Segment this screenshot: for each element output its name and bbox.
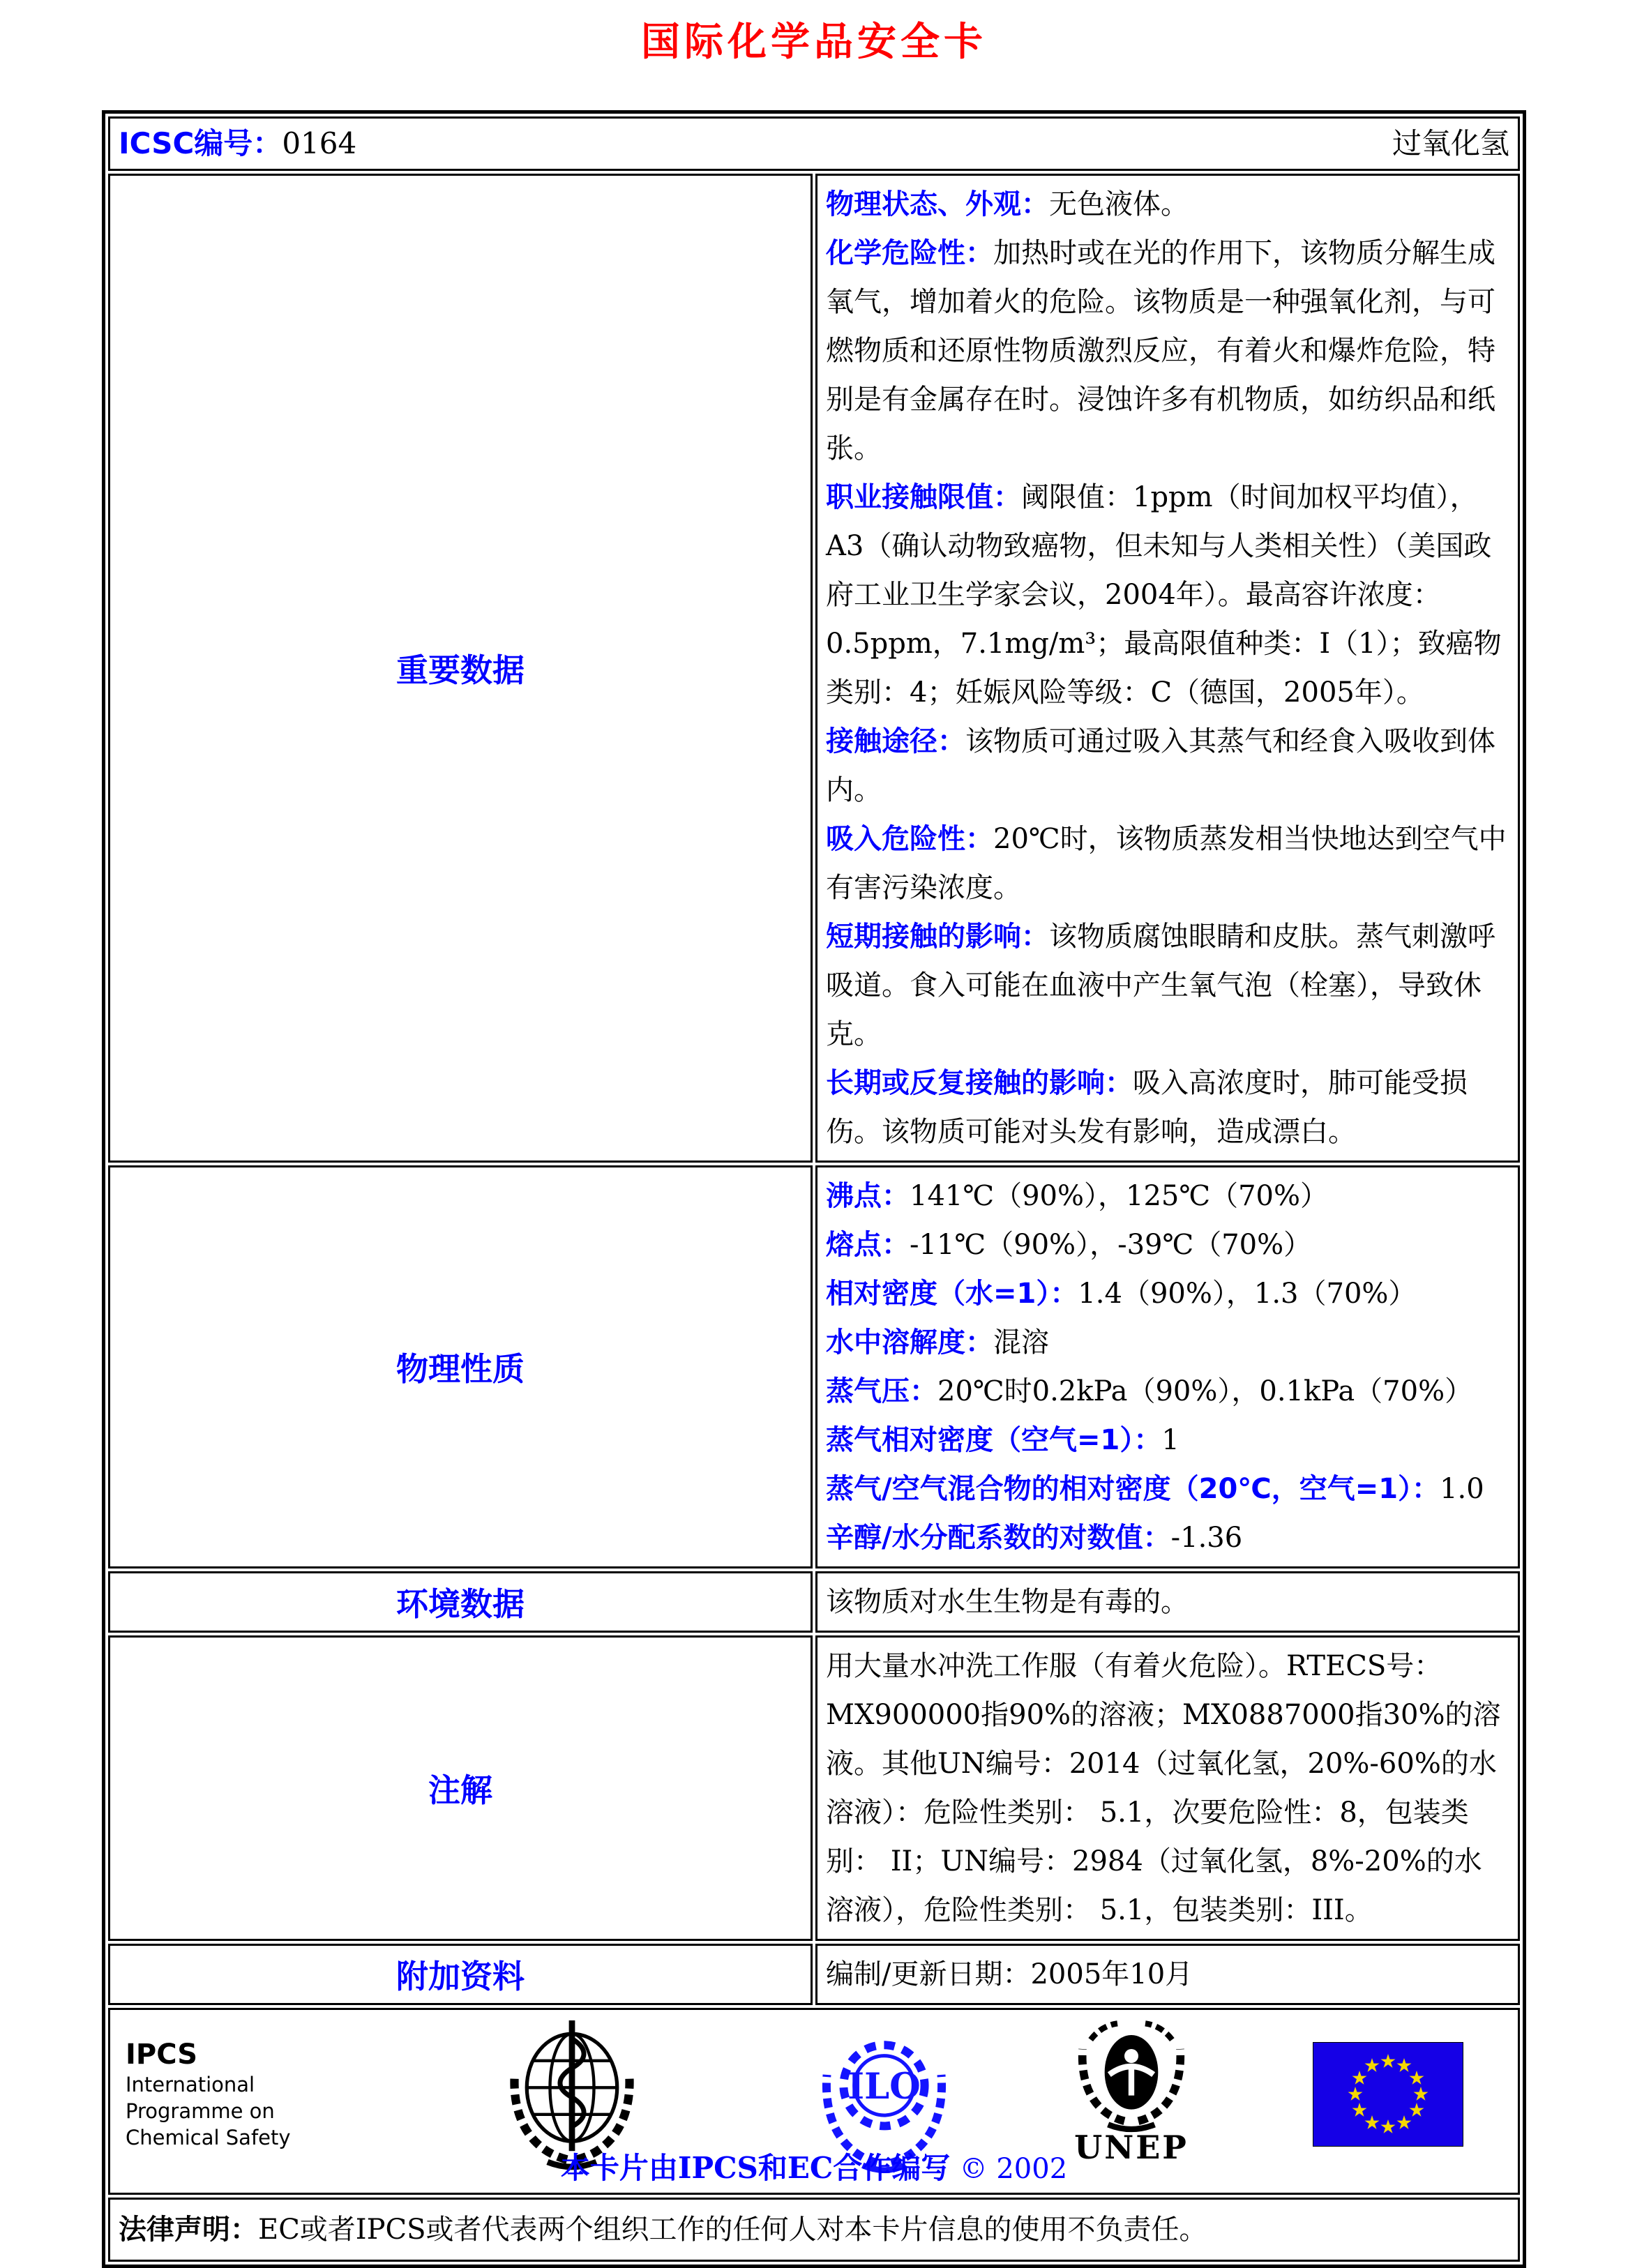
unep-emblem-icon — [1062, 2014, 1201, 2166]
field-label: 蒸气/空气混合物的相对密度（20℃，空气=1）： — [826, 1473, 1440, 1505]
field-value: 该物质腐蚀眼睛和皮肤。蒸气刺激呼吸道。食入可能在血液中产生氧气泡（栓塞），导致休克。 — [826, 921, 1495, 1050]
paragraph — [826, 815, 1509, 912]
legal-notice-text: EC或者IPCS或者代表两个组织工作的任何人对本卡片信息的使用不负责任。 — [258, 2214, 1207, 2246]
field-label: 长期或反复接触的影响： — [826, 1067, 1133, 1099]
additional-info-content — [815, 1944, 1520, 2005]
eu-flag-icon — [1313, 2042, 1463, 2149]
row-label-important-data: 重要数据 — [108, 174, 813, 1163]
field-label: 吸入危险性： — [826, 823, 993, 855]
unep-caption: UNEP — [1074, 2129, 1189, 2166]
field-value: 20℃时0.2kPa（90%），0.1kPa（70%） — [937, 1375, 1473, 1407]
paragraph — [826, 473, 1509, 717]
legal-notice-label: 法律声明： — [119, 2214, 258, 2246]
field-value: 编制/更新日期：2005年10月 — [826, 1958, 1193, 1990]
icsc-number-label: ICSC编号： — [119, 126, 282, 160]
paragraph — [826, 1513, 1509, 1562]
paragraph — [826, 1059, 1509, 1156]
ipcs-line-1: International — [126, 2073, 255, 2096]
icsc-number-group — [119, 123, 356, 165]
field-value: 141℃（90%），125℃（70%） — [910, 1180, 1328, 1212]
field-label: 辛醇/水分配系数的对数值： — [826, 1522, 1171, 1554]
svg-text:ILO: ILO — [847, 2066, 921, 2108]
field-value: 该物质对水生生物是有毒的。 — [826, 1586, 1189, 1618]
paragraph — [826, 1172, 1509, 1220]
field-label: 短期接触的影响： — [826, 921, 1049, 953]
paragraph — [826, 912, 1509, 1059]
field-value: 1.0 — [1440, 1473, 1484, 1505]
paragraph — [826, 1465, 1509, 1513]
notes-content — [815, 1635, 1520, 1941]
paragraph — [826, 717, 1509, 815]
important-data-content — [815, 174, 1520, 1163]
field-value: 吸入高浓度时，肺可能受损伤。该物质可能对头发有影响，造成漂白。 — [826, 1067, 1468, 1148]
field-label: 职业接触限值： — [826, 481, 1021, 513]
field-value: -1.36 — [1170, 1522, 1243, 1554]
legal-notice-row — [108, 2198, 1520, 2262]
paragraph — [826, 1318, 1509, 1367]
field-value: 混溶 — [993, 1326, 1049, 1359]
field-value: 20℃时，该物质蒸发相当快地达到空气中有害污染浓度。 — [826, 823, 1507, 904]
page-title: 国际化学品安全卡 — [641, 20, 987, 65]
field-value: 该物质可通过吸入其蒸气和经食入吸收到体内。 — [826, 725, 1495, 806]
paragraph — [826, 1642, 1509, 1935]
field-label: 沸点： — [826, 1180, 910, 1212]
organizations-row — [108, 2008, 1520, 2195]
ipcs-acronym: IPCS — [126, 2039, 198, 2071]
field-label: 接触途径： — [826, 725, 965, 757]
field-value: 加热时或在光的作用下，该物质分解生成氧气，增加着火的危险。该物质是一种强氧化剂，与可燃物质和还原性物质激烈反应，有着火和爆炸危险，特别是有金属存在时。浸蚀许多有机物质，如纺织品和纸张。 — [826, 237, 1495, 464]
field-label: 熔点： — [826, 1229, 910, 1261]
row-label-notes: 注解 — [108, 1635, 813, 1941]
environmental-data-content — [815, 1571, 1520, 1633]
physical-properties-content — [815, 1165, 1520, 1568]
paragraph — [826, 1269, 1509, 1318]
paragraph — [826, 1367, 1509, 1416]
ipcs-text-block — [126, 2038, 291, 2151]
field-value: 无色液体。 — [1049, 188, 1189, 220]
cooperation-caption-text: 本卡片由IPCS和EC合作编写 — [560, 2151, 951, 2185]
field-value: 1 — [1161, 1424, 1179, 1456]
field-label: 蒸气压： — [826, 1375, 937, 1407]
row-label-physical-properties: 物理性质 — [108, 1165, 813, 1568]
field-label: 水中溶解度： — [826, 1326, 993, 1359]
field-label: 化学危险性： — [826, 237, 993, 269]
row-label-additional-info: 附加资料 — [108, 1944, 813, 2005]
icsc-number-value: 0164 — [282, 126, 357, 160]
paragraph — [826, 1578, 1509, 1626]
paragraph — [826, 1220, 1509, 1269]
field-value: 1.4（90%），1.3（70%） — [1078, 1278, 1417, 1310]
header-row — [108, 116, 1520, 171]
field-label: 蒸气相对密度（空气=1）： — [826, 1424, 1162, 1456]
field-value: -11℃（90%），-39℃（70%） — [910, 1229, 1312, 1261]
paragraph — [826, 1950, 1509, 1999]
paragraph — [826, 1416, 1509, 1465]
field-value: 阈限值：1ppm（时间加权平均值），A3（确认动物致癌物，但未知与人类相关性）（美国政府工业卫生学家会议，2004年）。最高容许浓度：0.5ppm，7.1mg/m³；最高限值种类：I（1）；致癌物类别：4；妊娠风险等级：C（德国，2005年）。 — [826, 481, 1502, 709]
cooperation-caption — [119, 2145, 1509, 2187]
field-label: 相对密度（水=1）： — [826, 1278, 1078, 1310]
copyright-text: © 2002 — [959, 2153, 1068, 2185]
paragraph — [826, 229, 1509, 473]
paragraph — [826, 180, 1509, 229]
ipcs-line-3: Chemical Safety — [126, 2126, 291, 2149]
icsc-card-table — [102, 110, 1526, 2268]
field-label: 物理状态、外观： — [826, 188, 1049, 220]
row-label-environmental-data: 环境数据 — [108, 1571, 813, 1633]
chemical-name: 过氧化氢 — [1392, 126, 1509, 160]
field-value: 用大量水冲洗工作服（有着火危险）。RTECS号： MX900000指90%的溶液；MX0887000指30%的溶液。其他UN编号：2014（过氧化氢，20%-60%的水溶液）：危险性类别： 5.1，次要危险性：8，包装类别： II；UN编号：2984（过氧化氢，8%-20%的水溶液），危险性类别： 5.1，包装类别：III。 — [826, 1650, 1501, 1926]
ipcs-line-2: Programme on — [126, 2099, 275, 2123]
